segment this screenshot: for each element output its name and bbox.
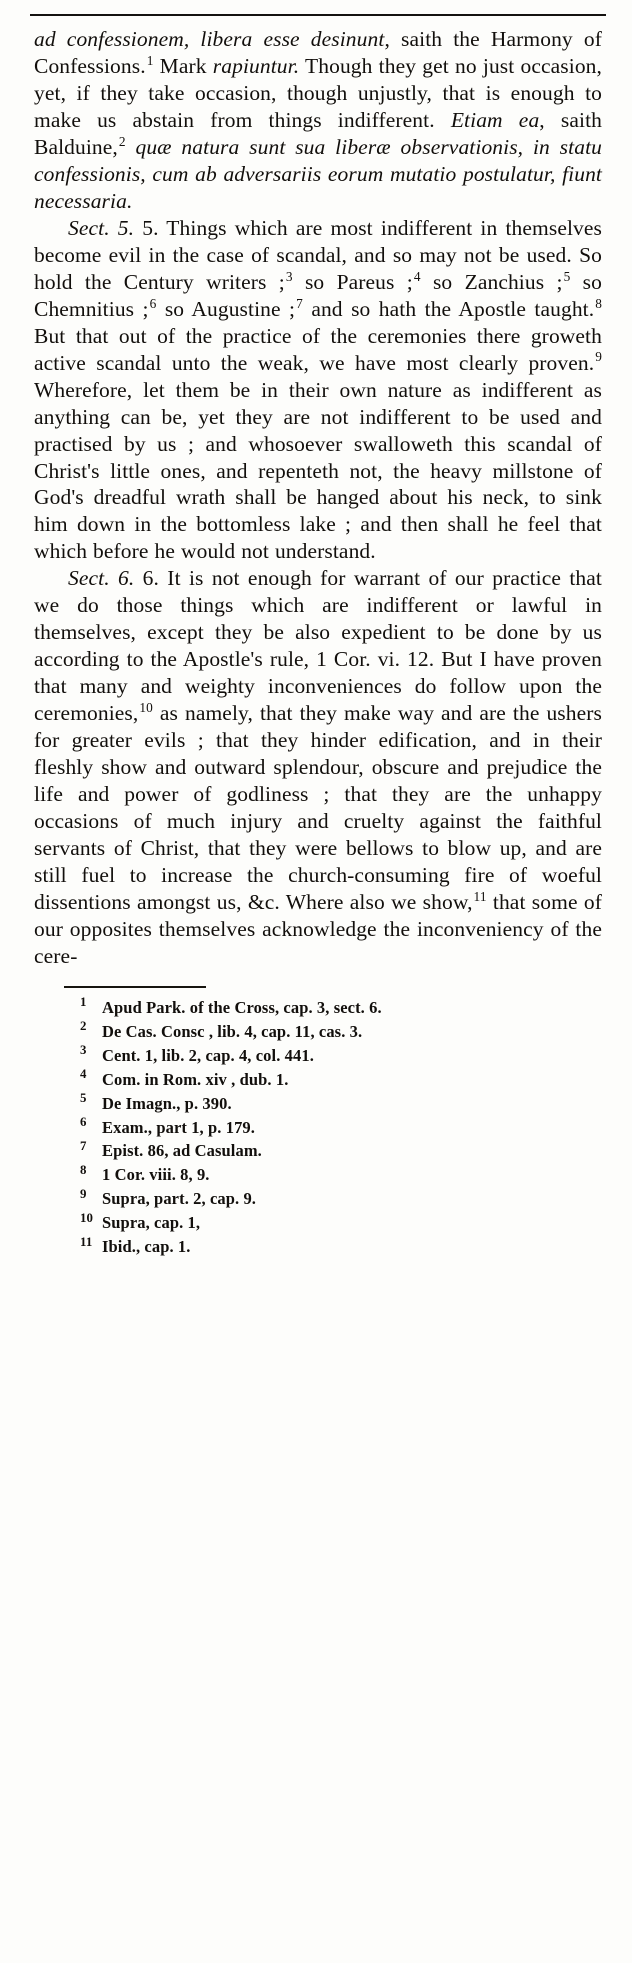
footnote-separator-rule	[64, 986, 206, 988]
footnote-ref[interactable]: 5	[563, 268, 571, 284]
footnote-item: 5 De Imagn., p. 390.	[80, 1091, 232, 1113]
body-text: , saith the Harmony of Confessions.	[34, 27, 602, 78]
footnote-text: Cent. 1, lib. 2, cap. 4, col. 441.	[102, 1045, 314, 1065]
body-text: 5. Things which are most indifferent in themselves become evil in the case of scandal, and so may not be used. So hold the Century writers ;	[34, 215, 602, 294]
body-text: , saith Balduine,	[34, 107, 602, 159]
footnote-text: Ibid., cap. 1.	[102, 1237, 191, 1257]
body-column	[34, 26, 602, 970]
footnote-ref[interactable]: 2	[118, 133, 126, 149]
para-sect-6	[34, 565, 602, 970]
footnote-item: 4 Com. in Rom. xiv , dub. 1.	[80, 1067, 289, 1089]
footnote-ref[interactable]: 8	[595, 295, 602, 311]
footnote-ref[interactable]: 1	[146, 52, 154, 68]
footnote-ref[interactable]: 6	[149, 295, 157, 311]
italic-text: Sect. 6.	[68, 566, 135, 591]
body-text: Wherefore, let them be in their own nature as indifferent as anything can be, yet they are not indifferent to be used and practised by us ; and whosoever swalloweth this scandal of Christ's little ones, and repenteth not, the heavy millstone of God's dreadful wrath shall be hanged about his neck, to sink him down in the bottomless lake ; and then shall he feel that which before he would not understand.	[34, 377, 602, 564]
footnote-text: Exam., part 1, p. 179.	[102, 1117, 255, 1137]
footnote-text: Com. in Rom. xiv , dub. 1.	[102, 1069, 289, 1089]
footnote-item: 1 Apud Park. of the Cross, cap. 3, sect. 6.	[80, 995, 382, 1017]
italic-text: rapiuntur.	[212, 53, 300, 78]
body-text: so Chemnitius ;	[34, 269, 602, 321]
para-sect-5	[34, 215, 602, 566]
footnote-item: 2 De Cas. Consc , lib. 4, cap. 11, cas. 3.	[80, 1019, 363, 1041]
footnote-item: 9 Supra, part. 2, cap. 9.	[80, 1186, 257, 1209]
footnote-text: Supra, part. 2, cap. 9.	[102, 1189, 257, 1209]
italic-text: quæ natura sunt sua liberæ observationis, in statu confessionis, cum ab adversariis eorum mutatio postulatur, fiunt necessaria.	[34, 134, 602, 213]
para-harmony	[34, 26, 602, 215]
footnote-ref[interactable]: 4	[413, 268, 421, 284]
italic-text: Sect. 5.	[68, 215, 135, 240]
footnote-ref[interactable]: 3	[285, 268, 293, 284]
footnote-ref[interactable]: 7	[296, 295, 303, 311]
italic-text: Etiam ea	[450, 107, 540, 132]
footnote-item: 6 Exam., part 1, p. 179.	[80, 1115, 255, 1137]
body-text: so Augustine ;	[156, 296, 296, 321]
body-text: But that out of the practice of the ceremonies there groweth active scandal unto the weak, we have most clearly proven.	[34, 323, 602, 375]
footnote-text: De Cas. Consc , lib. 4, cap. 11, cas. 3.	[102, 1021, 363, 1041]
body-text: and so hath the Apostle taught.	[302, 296, 595, 321]
footnote-ref[interactable]: 9	[595, 349, 602, 365]
footnote-text: Epist. 86, ad Casulam.	[102, 1141, 262, 1161]
body-text: Mark	[153, 53, 213, 78]
footnote-item: 11 Ibid., cap. 1.	[80, 1234, 191, 1257]
footnote-text: 1 Cor. viii. 8, 9.	[102, 1165, 210, 1185]
footnote-text: Apud Park. of the Cross, cap. 3, sect. 6.	[102, 997, 382, 1017]
body-text: 6. It is not enough for warrant of our practice that we do those things which are indifferent or lawful in themselves, except they be also expedient to be done by us according to the Apostle's rule, 1 Cor. vi. 12. But I have proven that many and weighty inconveniences do follow upon the ceremonies,	[34, 566, 603, 726]
body-text: so Zanchius ;	[420, 269, 563, 294]
body-text: Though they get no just occasion, yet, if they take occasion, though unjustly, that is enough to make us abstain from things indifferent.	[34, 53, 603, 132]
page-top-rule	[30, 14, 606, 16]
footnote-text: De Imagn., p. 390.	[102, 1093, 232, 1113]
footnote-item: 7 Epist. 86, ad Casulam.	[80, 1138, 262, 1161]
body-text: that some of our opposites themselves acknowledge the inconveniency of the cere-	[34, 890, 602, 968]
footnote-item: 8 1 Cor. viii. 8, 9.	[80, 1162, 210, 1185]
footnote-ref[interactable]: 10	[139, 700, 153, 716]
footnote-item: 10 Supra, cap. 1,	[80, 1210, 201, 1233]
italic-text: ad confessionem, libera esse desinunt	[34, 27, 385, 51]
footnote-ref[interactable]: 11	[473, 888, 487, 904]
body-text: as namely, that they make way and are the ushers for greater evils ; that they hinder edification, and in their fleshly show and outward splendour, obscure and prejudice the life and power of godliness ; that they are the unhappy occasions of much injury and cruelty against the faithful servants of Christ, that they were bellows to blow up, and are still fuel to increase the church-consuming fire of woeful dissentions amongst us, &c. Where also we show,	[34, 701, 602, 914]
footnote-item: 3 Cent. 1, lib. 2, cap. 4, col. 441.	[80, 1043, 314, 1065]
footnote-list	[34, 996, 602, 1259]
footnote-text: Supra, cap. 1,	[102, 1213, 201, 1233]
body-text: so Pareus ;	[292, 269, 413, 294]
